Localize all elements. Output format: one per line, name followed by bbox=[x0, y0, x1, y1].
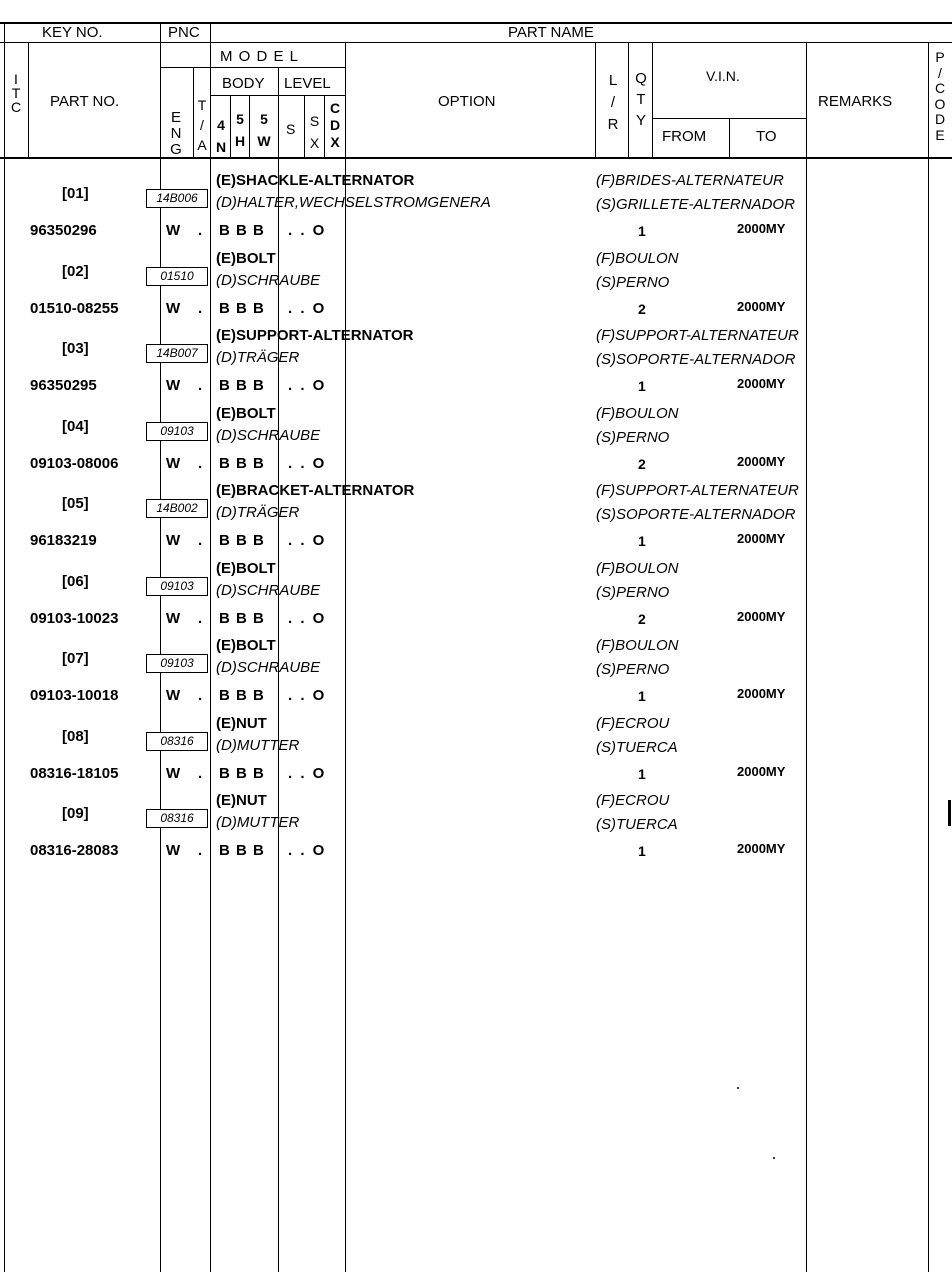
part-name-french: (F)SUPPORT-ALTERNATEUR bbox=[596, 327, 799, 344]
key-pnc-divider bbox=[160, 22, 161, 1272]
key-number: [01] bbox=[62, 185, 89, 202]
body-codes: B B B bbox=[219, 610, 265, 627]
level-codes: . . O bbox=[288, 377, 327, 394]
model-header: M O D E L bbox=[220, 48, 300, 65]
vin-from: 2000MY bbox=[737, 376, 786, 391]
pnc-partname-divider bbox=[210, 22, 211, 1272]
ta-code: . bbox=[198, 455, 203, 472]
scan-speck bbox=[737, 1087, 739, 1089]
eng-code: W bbox=[166, 687, 181, 704]
level-cdx-header: C D X bbox=[329, 100, 341, 150]
level-codes: . . O bbox=[288, 532, 327, 549]
lr-header: L / R bbox=[607, 72, 619, 133]
pnc-code: 09103 bbox=[146, 422, 208, 441]
body-codes: B B B bbox=[219, 377, 265, 394]
body-codes: B B B bbox=[219, 532, 265, 549]
vin-from: 2000MY bbox=[737, 221, 786, 236]
part-name-french: (F)BOULON bbox=[596, 405, 679, 422]
body-codes: B B B bbox=[219, 842, 265, 859]
pnc-header: PNC bbox=[168, 24, 200, 41]
part-name-english: (E)SHACKLE-ALTERNATOR bbox=[216, 172, 415, 189]
eng-code: W bbox=[166, 765, 181, 782]
vin-from: 2000MY bbox=[737, 454, 786, 469]
eng-code: W bbox=[166, 842, 181, 859]
key-number: [03] bbox=[62, 340, 89, 357]
vin-from-header: FROM bbox=[662, 128, 707, 145]
eng-code: W bbox=[166, 377, 181, 394]
part-name-spanish: (S)SOPORTE-ALTERNADOR bbox=[596, 506, 796, 523]
body-codes: B B B bbox=[219, 222, 265, 239]
ta-code: . bbox=[198, 532, 203, 549]
key-number: [05] bbox=[62, 495, 89, 512]
key-number: [07] bbox=[62, 650, 89, 667]
body-codes: B B B bbox=[219, 687, 265, 704]
level-codes: . . O bbox=[288, 455, 327, 472]
part-name-english: (E)NUT bbox=[216, 715, 267, 732]
part-name-english: (E)SUPPORT-ALTERNATOR bbox=[216, 327, 414, 344]
pnc-code: 14B002 bbox=[146, 499, 208, 518]
part-name-french: (F)BRIDES-ALTERNATEUR bbox=[596, 172, 784, 189]
part-name-spanish: (S)PERNO bbox=[596, 661, 670, 678]
ta-code: . bbox=[198, 687, 203, 704]
from-to-divider bbox=[729, 118, 730, 158]
remarks-header: REMARKS bbox=[818, 93, 893, 110]
part-name-spanish: (S)TUERCA bbox=[596, 816, 678, 833]
level-s-header: S bbox=[286, 121, 296, 137]
vin-remarks-divider bbox=[806, 42, 807, 1272]
part-name-french: (F)BOULON bbox=[596, 250, 679, 267]
body-5w-header: 5 W bbox=[257, 111, 271, 149]
body-codes: B B B bbox=[219, 300, 265, 317]
eng-code: W bbox=[166, 455, 181, 472]
level-sx-header: S X bbox=[309, 113, 320, 151]
ta-code: . bbox=[198, 842, 203, 859]
part-name-german: (D)SCHRAUBE bbox=[216, 272, 321, 289]
header-row1-border bbox=[0, 42, 952, 43]
body-5h-header: 5 H bbox=[234, 111, 246, 149]
qty-header: Q T Y bbox=[635, 70, 647, 129]
vin-from: 2000MY bbox=[737, 686, 786, 701]
part-name-german: (D)TRÄGER bbox=[216, 349, 300, 366]
ta-code: . bbox=[198, 300, 203, 317]
part-name-french: (F)BOULON bbox=[596, 637, 679, 654]
remarks-pcode-divider bbox=[928, 42, 929, 1272]
pnc-code: 08316 bbox=[146, 809, 208, 828]
key-no-header: KEY NO. bbox=[42, 24, 103, 41]
eng-header: E N G bbox=[170, 109, 182, 158]
part-number: 09103-08006 bbox=[30, 455, 119, 472]
ta-code: . bbox=[198, 610, 203, 627]
key-number: [06] bbox=[62, 573, 89, 590]
level-codes: . . O bbox=[288, 842, 327, 859]
eng-code: W bbox=[166, 300, 181, 317]
part-name-french: (F)ECROU bbox=[596, 792, 670, 809]
body-4n-header: 4 N bbox=[215, 117, 227, 155]
part-name-spanish: (S)PERNO bbox=[596, 274, 670, 291]
part-name-german: (D)MUTTER bbox=[216, 814, 300, 831]
part-name-spanish: (S)SOPORTE-ALTERNADOR bbox=[596, 351, 796, 368]
quantity: 1 bbox=[638, 378, 646, 394]
pnc-code: 09103 bbox=[146, 577, 208, 596]
part-name-english: (E)BOLT bbox=[216, 405, 276, 422]
part-number: 09103-10018 bbox=[30, 687, 119, 704]
level-codes: . . O bbox=[288, 765, 327, 782]
part-name-french: (F)BOULON bbox=[596, 560, 679, 577]
part-name-german: (D)SCHRAUBE bbox=[216, 659, 321, 676]
option-header: OPTION bbox=[438, 93, 496, 110]
part-name-german: (D)HALTER,WECHSELSTROMGENERA bbox=[216, 194, 491, 211]
part-name-english: (E)BOLT bbox=[216, 250, 276, 267]
pcode-header: P / C O D E bbox=[934, 49, 946, 143]
part-name-english: (E)NUT bbox=[216, 792, 267, 809]
part-name-english: (E)BRACKET-ALTERNATOR bbox=[216, 482, 415, 499]
model-title-border bbox=[160, 67, 346, 68]
vin-header: V.I.N. bbox=[706, 68, 740, 84]
quantity: 1 bbox=[638, 223, 646, 239]
vin-from: 2000MY bbox=[737, 531, 786, 546]
qty-vin-divider bbox=[652, 42, 653, 158]
quantity: 1 bbox=[638, 766, 646, 782]
part-name-spanish: (S)GRILLETE-ALTERNADOR bbox=[596, 196, 795, 213]
eng-code: W bbox=[166, 532, 181, 549]
vin-to-header: TO bbox=[756, 128, 777, 145]
part-name-french: (F)SUPPORT-ALTERNATEUR bbox=[596, 482, 799, 499]
part-number: 08316-18105 bbox=[30, 765, 119, 782]
left-edge bbox=[4, 22, 5, 1272]
quantity: 1 bbox=[638, 533, 646, 549]
part-name-spanish: (S)PERNO bbox=[596, 429, 670, 446]
part-name-english: (E)BOLT bbox=[216, 560, 276, 577]
part-name-spanish: (S)PERNO bbox=[596, 584, 670, 601]
vin-from: 2000MY bbox=[737, 841, 786, 856]
pnc-code: 14B006 bbox=[146, 189, 208, 208]
part-number: 01510-08255 bbox=[30, 300, 119, 317]
level-codes: . . O bbox=[288, 222, 327, 239]
part-number: 09103-10023 bbox=[30, 610, 119, 627]
level-codes: . . O bbox=[288, 300, 327, 317]
part-name-english: (E)BOLT bbox=[216, 637, 276, 654]
ta-code: . bbox=[198, 377, 203, 394]
pnc-code: 08316 bbox=[146, 732, 208, 751]
part-no-header: PART NO. bbox=[50, 93, 120, 110]
model-option-divider bbox=[345, 42, 346, 1272]
key-number: [08] bbox=[62, 728, 89, 745]
ta-header: T / A bbox=[197, 97, 207, 153]
pnc-code: 14B007 bbox=[146, 344, 208, 363]
header-bottom-border bbox=[0, 157, 952, 159]
vin-from: 2000MY bbox=[737, 609, 786, 624]
key-number: [02] bbox=[62, 263, 89, 280]
part-name-spanish: (S)TUERCA bbox=[596, 739, 678, 756]
itc-divider bbox=[28, 42, 29, 158]
part-name-header: PART NAME bbox=[508, 24, 594, 41]
quantity: 1 bbox=[638, 688, 646, 704]
lr-qty-divider bbox=[628, 42, 629, 158]
quantity: 1 bbox=[638, 843, 646, 859]
level-header: LEVEL bbox=[284, 75, 331, 92]
level-codes: . . O bbox=[288, 687, 327, 704]
option-lr-divider bbox=[595, 42, 596, 158]
header-top-border bbox=[0, 22, 952, 24]
vin-from: 2000MY bbox=[737, 299, 786, 314]
part-number: 96350296 bbox=[30, 222, 97, 239]
quantity: 2 bbox=[638, 611, 646, 627]
part-name-german: (D)SCHRAUBE bbox=[216, 582, 321, 599]
vin-from: 2000MY bbox=[737, 764, 786, 779]
ta-code: . bbox=[198, 765, 203, 782]
part-number: 08316-28083 bbox=[30, 842, 119, 859]
pnc-code: 01510 bbox=[146, 267, 208, 286]
eng-code: W bbox=[166, 222, 181, 239]
part-number: 96350295 bbox=[30, 377, 97, 394]
key-number: [04] bbox=[62, 418, 89, 435]
scan-speck bbox=[773, 1157, 775, 1159]
right-edge-mark bbox=[948, 800, 951, 826]
body-codes: B B B bbox=[219, 455, 265, 472]
pnc-code: 09103 bbox=[146, 654, 208, 673]
ta-code: . bbox=[198, 222, 203, 239]
level-codes: . . O bbox=[288, 610, 327, 627]
quantity: 2 bbox=[638, 456, 646, 472]
quantity: 2 bbox=[638, 301, 646, 317]
part-name-french: (F)ECROU bbox=[596, 715, 670, 732]
body-header: BODY bbox=[222, 75, 265, 92]
eng-code: W bbox=[166, 610, 181, 627]
key-number: [09] bbox=[62, 805, 89, 822]
part-name-german: (D)SCHRAUBE bbox=[216, 427, 321, 444]
part-name-german: (D)MUTTER bbox=[216, 737, 300, 754]
part-name-german: (D)TRÄGER bbox=[216, 504, 300, 521]
body-codes: B B B bbox=[219, 765, 265, 782]
part-number: 96183219 bbox=[30, 532, 97, 549]
eng-ta-divider bbox=[193, 67, 194, 158]
itc-header: I T C bbox=[10, 71, 22, 115]
